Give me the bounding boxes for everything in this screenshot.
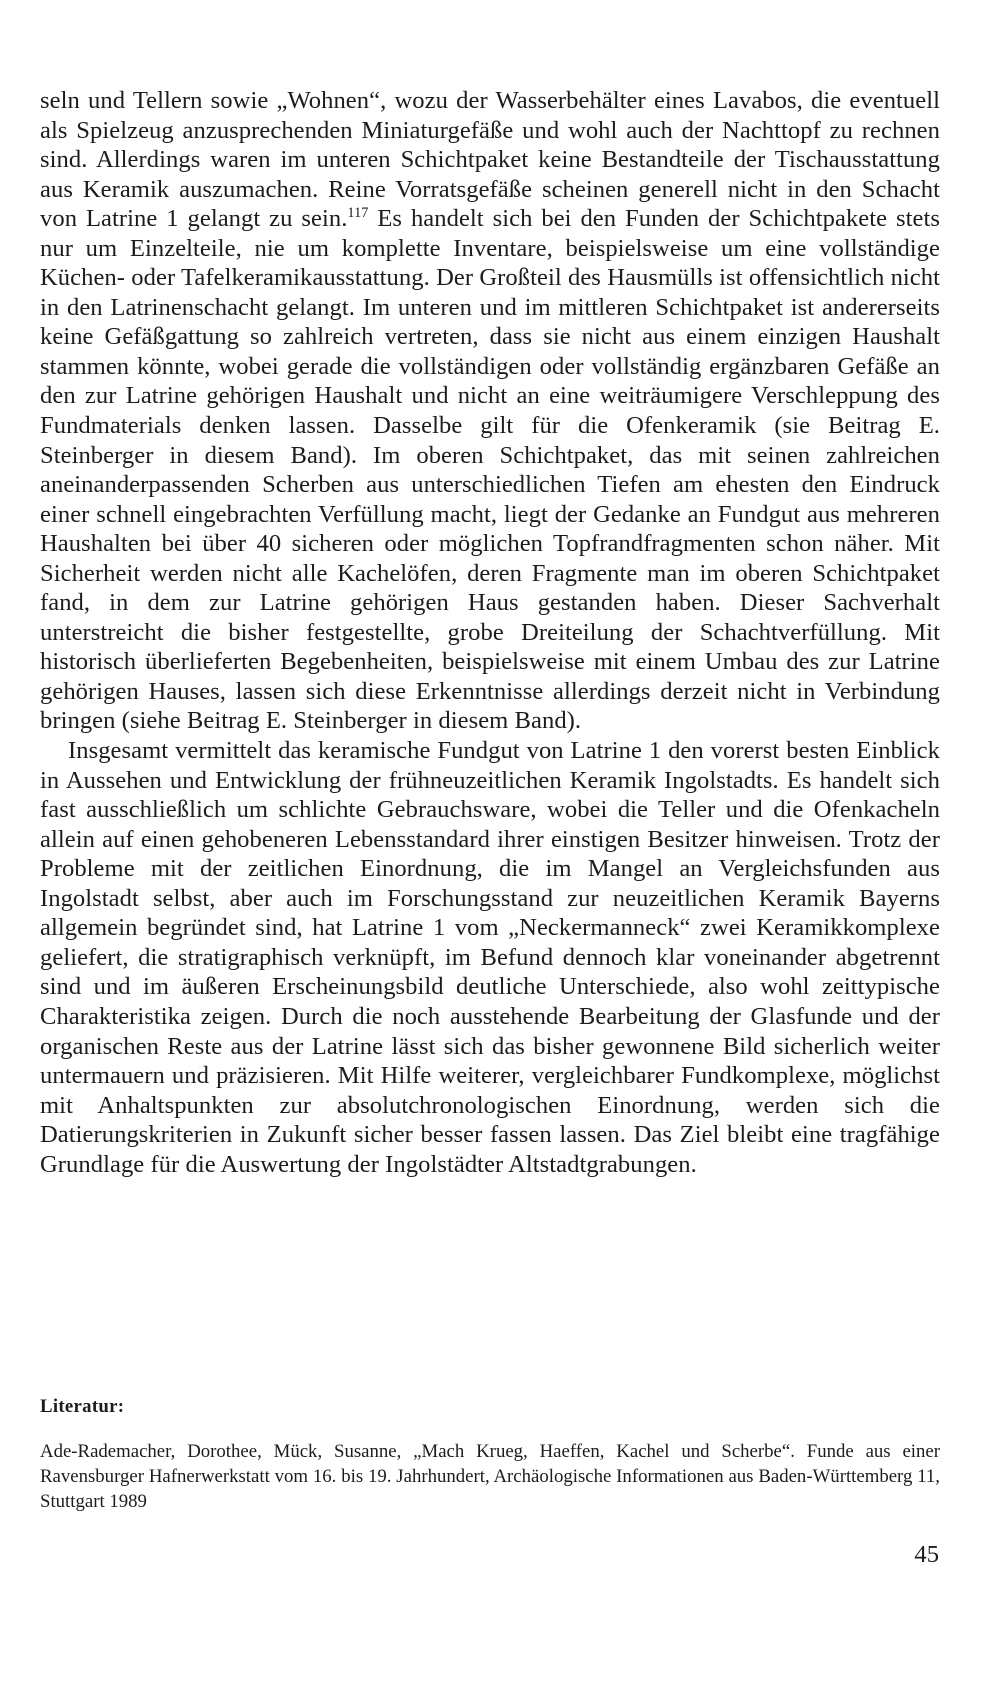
footnote-marker[interactable]: 117 [347,205,369,222]
paragraph-text: seln und Tellern sowie „Wohnen“, wozu der Wasserbehälter eines Lavabos, die eventuell als Spielzeug anzusprechenden Miniaturgefäße und wohl auch der Nachttopf zu rechnen sind. Allerdings waren im unteren Schichtpaket keine Bestandteile der Tischausstattung aus Keramik auszumachen. Reine Vorratsgefäße scheinen generell nicht in den Schacht von Latrine 1 gelangt zu sein. [40,87,940,233]
literature-entry: Ade-Rademacher, Dorothee, Mück, Susanne, „Mach Krueg, Haeffen, Kachel und Scherbe“. Funde aus einer Ravensburger Hafnerwerkstatt vom 16. bis 19. Jahrhundert, Archäologische Informationen aus Baden-Württemberg 11, Stuttgart 1989 [40,1441,940,1512]
paragraph [40,86,940,736]
literature-heading: Literatur: [40,1396,125,1417]
paragraph-text-continued: Es handelt sich bei den Funden der Schichtpakete stets nur um Einzelteile, nie um komplette Inventare, beispielsweise um eine vollständige Küchen- oder Tafelkeramikausstattung. Der Großteil des Hausmülls ist offensichtlich nicht in den Latrinenschacht gelangt. Im unteren und im mittleren Schichtpaket ist andererseits keine Gefäßgattung so zahlreich vertreten, dass sie nicht aus einem einzigen Haushalt stammen könnte, wobei gerade die vollständigen oder vollständig ergänzbaren Gefäße an den zur Latrine gehörigen Haushalt und nicht an eine weiträumigere Verschleppung des Fundmaterials denken lassen. Dasselbe gilt für die Ofenkeramik (sie Beitrag E. Steinberger in diesem Band). Im oberen Schichtpaket, das mit seinen zahlreichen aneinanderpassenden Scherben aus unterschiedlichen Tiefen am ehesten den Eindruck einer schnell eingebrachten Verfüllung macht, liegt der Gedanke an Fundgut aus mehreren Haushalten bei über 40 sicheren oder möglichen Topfrandfragmenten schon näher. Mit Sicherheit werden nicht alle Kachelöfen, deren Fragmente man im oberen Schichtpaket fand, in dem zur Latrine gehörigen Haus gestanden haben. Dieser Sachverhalt unterstreicht die bisher festgestellte, grobe Dreiteilung der Schachtverfüllung. Mit historisch überlieferten Begebenheiten, beispielsweise mit einem Umbau des zur Latrine gehörigen Hauses, lassen sich diese Erkenntnisse allerdings derzeit nicht in Verbindung bringen (siehe Beitrag E. Steinberger in diesem Band). [40,205,941,735]
body-text [40,86,940,1179]
paragraph: Insgesamt vermittelt das keramische Fundgut von Latrine 1 den vorerst besten Einblick in Aussehen und Entwicklung der frühneuzeitlichen Keramik Ingolstadts. Es handelt sich fast ausschließlich um schlichte Gebrauchsware, wobei die Teller und die Ofenkacheln allein auf einen gehobeneren Lebensstandard ihrer einstigen Besitzer hinweisen. Trotz der Probleme mit der zeitlichen Einordnung, die im Mangel an Vergleichsfunden aus Ingolstadt selbst, aber auch im Forschungsstand zur neuzeitlichen Keramik Bayerns allgemein begründet sind, hat Latrine 1 vom „Neckermanneck“ zwei Keramikkomplexe geliefert, die stratigraphisch verknüpft, im Befund dennoch klar voneinander abgetrennt sind und im äußeren Erscheinungsbild deutliche Unterschiede, also wohl zeittypische Charakteristika zeigen. Durch die noch ausstehende Bearbeitung der Glasfunde und der organischen Reste aus der Latrine lässt sich das bisher gewonnene Bild sicherlich weiter untermauern und präzisieren. Mit Hilfe weiterer, vergleichbarer Fundkomplexe, möglichst mit Anhaltspunkten zur absolutchronologischen Einordnung, werden sich die Datierungskriterien in Zukunft sicher besser fassen lassen. Das Ziel bleibt eine tragfähige Grundlage für die Auswertung der Ingolstädter Altstadtgrabungen. [40,737,940,1178]
page-number: 45 [914,1541,939,1568]
